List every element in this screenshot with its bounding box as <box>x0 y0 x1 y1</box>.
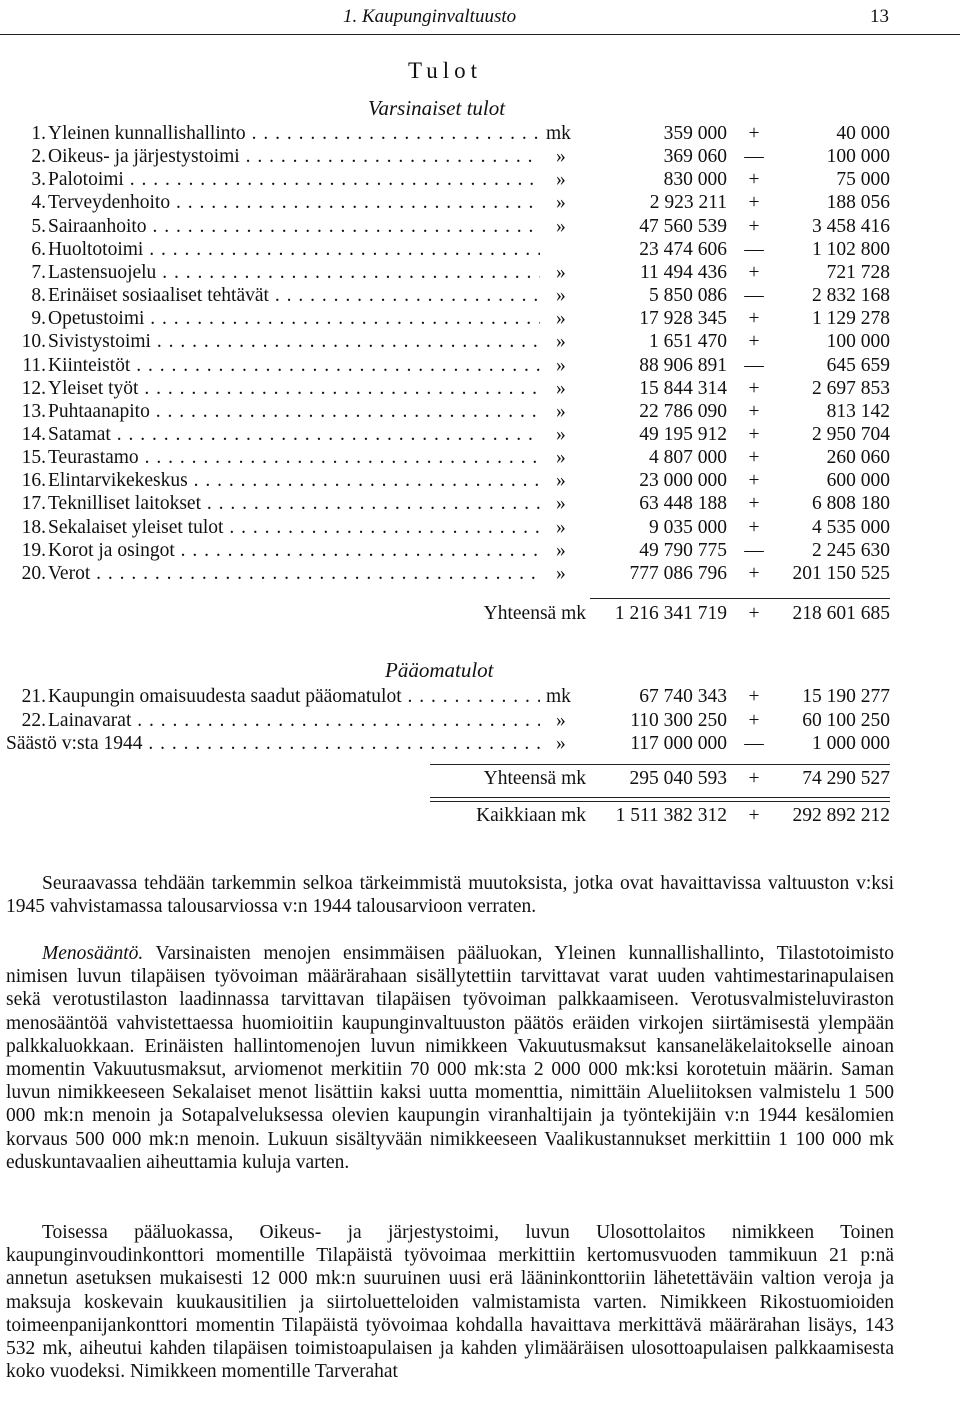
row-value: 67 740 343 <box>639 686 727 707</box>
page-number: 13 <box>870 6 889 27</box>
table-row <box>0 447 960 470</box>
regular-income-heading: Varsinaiset tulot <box>368 96 506 120</box>
paragraph-justice <box>6 1221 894 1383</box>
row-sign: + <box>748 562 760 584</box>
row-value: 23 474 606 <box>639 238 727 260</box>
row-change: 188 056 <box>826 192 890 214</box>
row-label: Teknilliset laitokset . . . <box>48 493 540 515</box>
row-value: 9 035 000 <box>649 516 727 538</box>
row-sign: — <box>744 354 764 376</box>
row-value: 15 844 314 <box>639 377 727 399</box>
grand-total-rule-top <box>430 797 890 798</box>
row-number: 8. <box>31 285 46 307</box>
row-label: Sivistystoimi . . . <box>48 331 540 353</box>
row-change: 260 060 <box>826 447 890 469</box>
row-unit: » <box>556 308 566 330</box>
row-number: 2. <box>31 146 46 168</box>
row-label: Palotoimi . . . <box>48 169 540 191</box>
grand-total-sign: + <box>748 805 760 826</box>
row-value: 49 790 775 <box>639 539 727 561</box>
row-unit: » <box>556 261 566 283</box>
row-label: Sekalaiset yleiset tulot . . . <box>48 517 540 539</box>
row-number: 19. <box>21 539 46 561</box>
table-row <box>0 331 960 354</box>
row-sign: + <box>748 400 760 422</box>
row-sign: + <box>748 123 760 144</box>
row-value: 359 000 <box>663 123 727 144</box>
table-row <box>0 424 960 447</box>
row-change: 1 000 000 <box>812 733 890 754</box>
row-label: Yleiset työt . . . <box>48 378 540 400</box>
table-row <box>0 493 960 516</box>
row-number: 14. <box>21 423 46 445</box>
row-label: Huoltotoimi . . . <box>48 239 540 261</box>
row-unit: » <box>556 493 566 515</box>
table-row <box>0 733 960 756</box>
row-sign: + <box>748 331 760 353</box>
row-value: 11 494 436 <box>639 261 727 283</box>
row-value: 88 906 891 <box>639 354 727 376</box>
table-row <box>0 169 960 192</box>
row-change: 60 100 250 <box>802 709 890 731</box>
row-label: Erinäiset sosiaaliset tehtävät . . . <box>48 285 540 307</box>
paragraph-expenditure <box>6 942 894 1174</box>
capital-income-heading: Pääomatulot <box>385 658 494 682</box>
header-rule <box>0 34 960 35</box>
row-number: 20. <box>21 562 46 584</box>
row-value: 63 448 188 <box>639 493 727 515</box>
row-change: 721 728 <box>826 261 890 283</box>
row-unit: » <box>556 400 566 422</box>
row-value: 49 195 912 <box>639 423 727 445</box>
table-row <box>0 123 960 146</box>
row-sign: + <box>748 377 760 399</box>
row-change: 4 535 000 <box>812 516 890 538</box>
row-number: 11. <box>22 354 46 376</box>
row-change: 15 190 277 <box>802 686 890 707</box>
row-label: Sairaanhoito . . . <box>48 216 540 238</box>
table-row <box>0 285 960 308</box>
row-change: 2 245 630 <box>812 539 890 561</box>
row-unit: » <box>556 562 566 584</box>
row-label: Korot ja osingot . . . <box>48 540 540 562</box>
table-row <box>0 686 960 709</box>
row-sign: — <box>744 285 764 307</box>
capital-subtotal-rule <box>430 764 890 765</box>
row-sign: + <box>748 709 760 731</box>
row-change: 1 129 278 <box>812 308 890 330</box>
section-title: Tulot <box>408 58 483 83</box>
row-sign: + <box>748 308 760 330</box>
row-label: Satamat . . . <box>48 424 540 446</box>
row-unit: » <box>556 377 566 399</box>
row-change: 600 000 <box>826 470 890 492</box>
total-label: Yhteensä mk <box>483 603 586 624</box>
row-unit: » <box>556 539 566 561</box>
total-label: Yhteensä mk <box>483 768 586 789</box>
total-sign: + <box>748 603 760 624</box>
grand-total-rule-bottom <box>430 801 890 802</box>
grand-total-value: 1 511 382 312 <box>615 805 727 826</box>
row-unit: » <box>556 354 566 376</box>
row-sign: + <box>748 470 760 492</box>
row-number: 3. <box>31 169 46 191</box>
row-label: Kaupungin omaisuudesta saadut pääomatulot . . . <box>48 686 540 708</box>
row-unit: » <box>556 192 566 214</box>
row-change: 1 102 800 <box>812 238 890 260</box>
row-unit: » <box>556 423 566 445</box>
row-number: 4. <box>31 192 46 214</box>
table-row <box>0 355 960 378</box>
row-unit: » <box>556 516 566 538</box>
row-unit: » <box>556 733 566 754</box>
chapter-title: 1. Kaupunginvaltuusto <box>343 6 517 27</box>
row-unit: » <box>556 447 566 469</box>
row-label: Lainavarat . . . <box>48 710 540 732</box>
row-change: 645 659 <box>826 354 890 376</box>
row-number: 17. <box>21 493 46 515</box>
row-number: 1. <box>31 123 46 144</box>
row-sign: + <box>748 447 760 469</box>
table-row <box>0 308 960 331</box>
row-unit: » <box>556 146 566 168</box>
subtotal-rule <box>590 598 890 599</box>
row-number: 16. <box>21 470 46 492</box>
table-row <box>0 262 960 285</box>
table-row <box>0 216 960 239</box>
row-value: 777 086 796 <box>629 562 727 584</box>
row-change: 75 000 <box>836 169 890 191</box>
row-label: Oikeus- ja järjestystoimi . . . <box>48 146 540 168</box>
row-label: Opetustoimi . . . <box>48 308 540 330</box>
row-change: 6 808 180 <box>812 493 890 515</box>
row-sign: + <box>748 215 760 237</box>
row-number: 5. <box>31 215 46 237</box>
total-value: 295 040 593 <box>629 768 727 789</box>
total-change: 74 290 527 <box>802 768 890 789</box>
paragraph-lead: Menosääntö. <box>42 943 144 964</box>
row-label: Puhtaanapito . . . <box>48 401 540 423</box>
row-unit: mk <box>546 123 571 144</box>
row-value: 2 923 211 <box>649 192 727 214</box>
row-change: 201 150 525 <box>792 562 890 584</box>
table-row <box>0 192 960 215</box>
row-label: Terveydenhoito . . . <box>48 192 540 214</box>
row-change: 2 697 853 <box>812 377 890 399</box>
row-sign: + <box>748 261 760 283</box>
row-unit: » <box>556 285 566 307</box>
row-label: Teurastamo . . . <box>48 447 540 469</box>
paragraph-text: Seuraavassa tehdään tarkemmin selkoa tärkeimmistä muutoksista, jotka ovat havaittavissa valtuuston v:ksi 1945 vahvistamassa talousarviossa v:n 1944 talousarvioon verraten. <box>6 873 894 918</box>
row-value: 47 560 539 <box>639 215 727 237</box>
row-label: Säästö v:sta 1944 . . . <box>6 733 540 755</box>
row-value: 369 060 <box>663 146 727 168</box>
row-sign: — <box>744 146 764 168</box>
row-number: 15. <box>21 447 46 469</box>
paragraph-text: Toisessa pääluokassa, Oikeus- ja järjestystoimi, luvun Ulosottolaitos nimikkeen Toinen kaupunginvoudinkonttori momentille Tilapäistä työvoimaa merkittiin kertomusvuoden tammikuun 21 p:nä annetun asetuksen mukaisesti 12 000 mk:n suuruinen uusi erä lääninkonttoriin lähetettäväin valtion veroja ja maksuja koskevain kuukausitilien ja siirtoluetteloiden valmistamista varten. Nimikkeen Rikostuomioiden toimeenpanijankonttori momentin Tilapäistä työvoimaa kohdalla havaittava merkittävä määrärahan lisäys, 143 532 mk, aiheutui kahden tilapäisen toimistoapulaisen ja kahden ylimääräisen ulosottoapulaisen palkkaamisesta koko vuodeksi. Nimikkeen momentille Tarverahat <box>6 1222 894 1383</box>
table-row <box>0 517 960 540</box>
total-change: 218 601 685 <box>792 603 890 624</box>
capital-total-row <box>0 768 960 792</box>
running-header <box>0 4 960 30</box>
row-change: 2 832 168 <box>812 285 890 307</box>
row-sign: — <box>744 539 764 561</box>
row-sign: + <box>748 423 760 445</box>
row-number: 6. <box>31 238 46 260</box>
row-sign: — <box>744 733 764 754</box>
row-value: 17 928 345 <box>639 308 727 330</box>
row-unit: » <box>556 709 566 731</box>
row-sign: + <box>748 686 760 707</box>
row-label: Yleinen kunnallishallinto . . . <box>48 123 540 145</box>
row-sign: — <box>744 238 764 260</box>
row-label: Kiinteistöt . . . <box>48 355 540 377</box>
row-label: Lastensuojelu . . . <box>48 262 540 284</box>
row-number: 13. <box>21 400 46 422</box>
table-row <box>0 563 960 586</box>
row-value: 5 850 086 <box>649 285 727 307</box>
row-change: 813 142 <box>826 400 890 422</box>
row-sign: + <box>748 493 760 515</box>
row-number: 7. <box>31 261 46 283</box>
grand-total-row <box>0 805 960 829</box>
row-number: 22. <box>21 709 46 731</box>
grand-total-change: 292 892 212 <box>792 805 890 826</box>
row-change: 100 000 <box>826 331 890 353</box>
row-change: 3 458 416 <box>812 215 890 237</box>
table-row <box>0 470 960 493</box>
row-value: 830 000 <box>663 169 727 191</box>
row-number: 21. <box>21 686 46 707</box>
paragraph-text: Varsinaisten menojen ensimmäisen pääluokan, Yleinen kunnallishallinto, Tilastotoimisto nimisen luvun tilapäisen työvoiman määrärahaan sisällytettiin tarvittavat varat uuden vahtimestarinapulaisen sekä verotustilaston laadinnassa tarvittavan tilapäisen työvoiman palkkaamiseen. Verotusvalmisteluviraston menosääntöä vahvistettaessa huomioitiin kaupunginvaltuuston päätös eräiden virkojen siirtämisestä ylempään palkkaluokkaan. Erinäisten hallintomenojen luvun nimikkeen Vakuutusmaksut kansaneläkelaitokselle ainoan momentin Vakuutusmaksut, arviomenot merkitiin 70 000 mk:sta 2 000 000 mk:ksi korotetuin määrin. Saman luvun nimikkeeseen Sekalaiset menot lisättiin kaksi uutta momenttia, nimittäin Alueliitoksen valmistelu 1 500 000 mk:n menoin ja Sotapalveluksessa olevien kaupungin viranhaltijain ja työntekijäin v:n 1944 kesälomien korvaus 500 000 mk:n menoin. Lukuun sisältyvään nimikkeeseen Vaalikustannukset merkittiin 1 100 000 mk eduskuntavaalien aiheuttamia kuluja varten. <box>6 943 895 1173</box>
table-row <box>0 710 960 733</box>
row-value: 117 000 000 <box>630 733 727 754</box>
table-row <box>0 540 960 563</box>
table-row <box>0 378 960 401</box>
row-unit: » <box>556 169 566 191</box>
row-number: 10. <box>21 331 46 353</box>
row-unit: » <box>556 215 566 237</box>
row-value: 110 300 250 <box>630 709 727 731</box>
row-label: Elintarvikekeskus . . . <box>48 470 540 492</box>
row-unit: » <box>556 331 566 353</box>
table-row <box>0 401 960 424</box>
row-value: 23 000 000 <box>639 470 727 492</box>
row-sign: + <box>748 192 760 214</box>
total-value: 1 216 341 719 <box>614 603 727 624</box>
row-change: 100 000 <box>826 146 890 168</box>
row-label: Verot . . . <box>48 563 540 585</box>
row-value: 4 807 000 <box>649 447 727 469</box>
row-value: 22 786 090 <box>639 400 727 422</box>
grand-total-label: Kaikkiaan mk <box>476 805 586 826</box>
row-number: 9. <box>31 308 46 330</box>
row-sign: + <box>748 516 760 538</box>
row-unit: mk <box>546 686 571 707</box>
paragraph-intro <box>6 872 894 918</box>
table-row <box>0 239 960 262</box>
row-unit: » <box>556 470 566 492</box>
row-change: 2 950 704 <box>812 423 890 445</box>
total-sign: + <box>748 768 760 789</box>
row-number: 12. <box>21 377 46 399</box>
regular-total-row <box>0 603 960 627</box>
row-sign: + <box>748 169 760 191</box>
row-change: 40 000 <box>836 123 890 144</box>
table-row <box>0 146 960 169</box>
row-number: 18. <box>21 516 46 538</box>
row-value: 1 651 470 <box>649 331 727 353</box>
